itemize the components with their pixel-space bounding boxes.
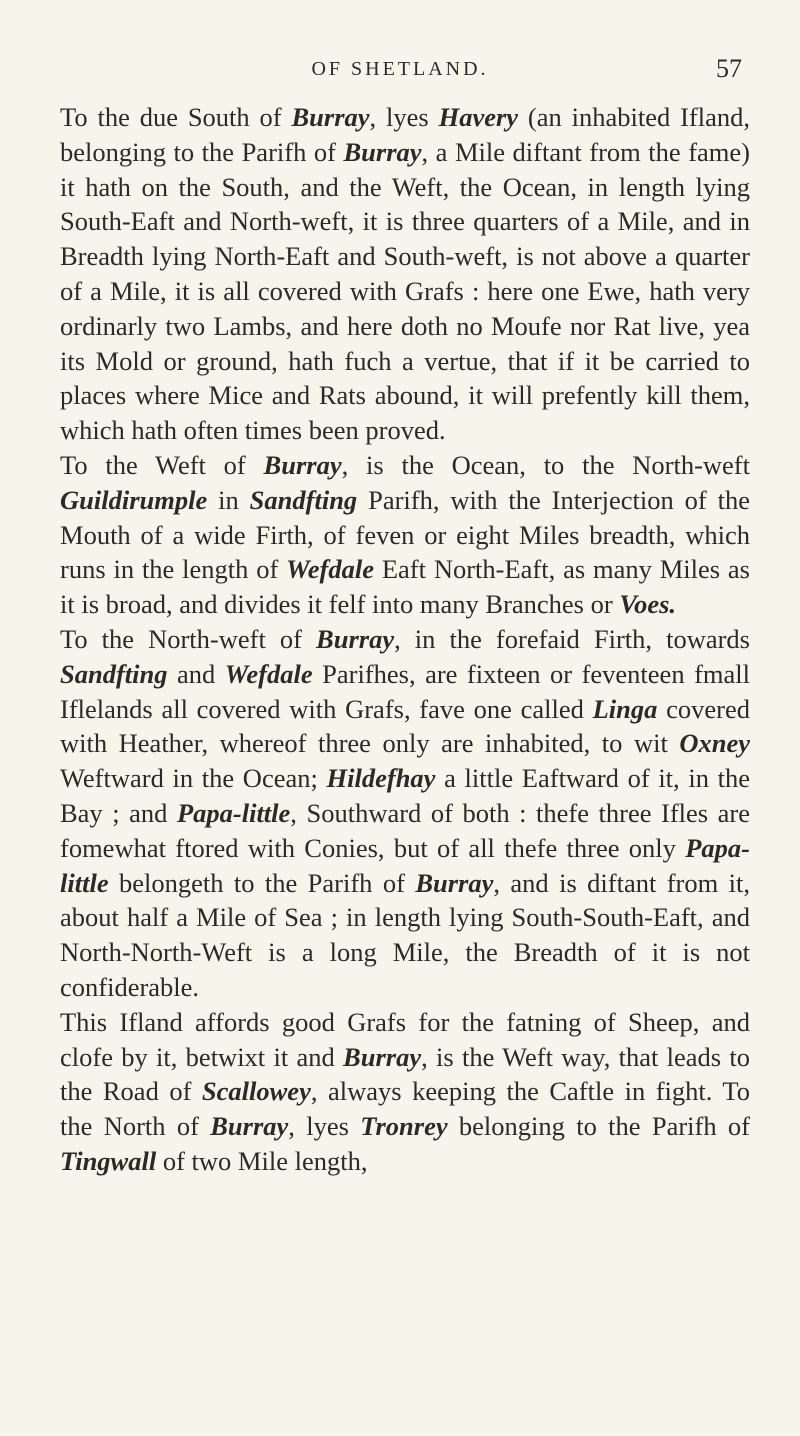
place-name: Voes. [619, 589, 677, 620]
text-run: , and is diftant from it, about half a Mile of Sea ; in length lying South-South-Eaft, and North-North-Weft is a long Mile, the Breadth of it is not confiderable. [60, 867, 750, 1002]
running-title: OF SHETLAND. [311, 58, 489, 80]
text-run: belonging to the Parifh of [447, 1111, 750, 1142]
text-run: , lyes [288, 1111, 361, 1142]
place-name: Burray [316, 623, 395, 654]
text-run: belongeth to the Parifh of [108, 867, 416, 898]
place-name: Papa-little [60, 832, 750, 898]
place-name: Tingwall [60, 1145, 157, 1176]
text-run: , always keeping the Caftle in fight. To the North of [60, 1076, 750, 1142]
place-name: Oxney [679, 728, 750, 759]
text-run: , in the forefaid Firth, towards [394, 623, 750, 654]
place-name: Burray [210, 1111, 289, 1142]
text-run: and [167, 658, 225, 689]
place-name: Sandfting [60, 658, 168, 689]
place-name: Burray [263, 449, 342, 480]
text-run: , Southward of both : thefe three Ifles are fomewhat ftored with Conies, but of all thefe three only [60, 797, 751, 863]
place-name: Wefdale [224, 658, 313, 689]
place-name: Sandfting [249, 484, 358, 515]
paragraph [60, 100, 750, 448]
text-run: To the North-weft of [60, 623, 317, 654]
text-run: covered with Heather, whereof three only are inhabited, to wit [60, 693, 750, 759]
text-run: , a Mile diftant from the fame) it hath on the South, and the Weft, the Ocean, in length lying South-Eaft and North-weft, it is three quarters of a Mile, and in Breadth lying North-Eaft and South-weft, is not above a quarter of a Mile, it is all covered with Grafs : here one Ewe, hath very ordinarly two Lambs, and here doth no Moufe nor Rat live, yea its Mold or ground, hath fuch a vertue, that if it be carried to places where Mice and Rats abound, it will prefently kill them, which hath often times been proved. [60, 136, 750, 446]
place-name: Linga [592, 693, 658, 724]
text-run: , lyes [369, 102, 439, 132]
place-name: Papa-little [176, 797, 291, 828]
paragraph [60, 1005, 750, 1179]
place-name: Scallowey [201, 1076, 311, 1107]
text-run: Eaft North-Eaft, as many Miles as it is broad, and divides it felf into many Branches or [60, 554, 750, 620]
text-run: To the Weft of [60, 449, 264, 480]
place-name: Guildirumple [60, 484, 208, 515]
text-run: in [207, 484, 250, 515]
page-number: 57 [716, 54, 742, 83]
text-run: a little Eaftward of it, in the Bay ; and [60, 763, 750, 828]
place-name: Burray [343, 136, 422, 167]
body-text [60, 100, 750, 1179]
place-name: Tronrey [360, 1111, 448, 1142]
paragraph [60, 448, 750, 622]
text-run: of two Mile length, [156, 1145, 368, 1176]
place-name: Hildefhay [326, 763, 436, 794]
place-name: Burray [291, 102, 370, 132]
place-name: Burray [415, 867, 494, 898]
page-header [0, 54, 800, 90]
paragraph [60, 622, 750, 1005]
text-run: This Ifland affords good Grafs for the fatning of Sheep, and clofe by it, betwixt it and [60, 1006, 750, 1072]
place-name: Wefdale [286, 554, 374, 585]
text-run: Parifh, with the Interjection of the Mouth of a wide Firth, of feven or eight Miles breadth, which runs in the length of [60, 484, 750, 585]
text-run: (an inhabited Ifland, belonging to the Parifh of [60, 102, 751, 167]
place-name: Burray [343, 1041, 422, 1072]
text-run: , is the Ocean, to the North-weft [341, 449, 750, 480]
place-name: Havery [438, 102, 519, 132]
text-run: To the due South of [60, 102, 292, 132]
text-run: Weftward in the Ocean; [60, 763, 327, 794]
text-run: , is the Weft way, that leads to the Road of [60, 1041, 751, 1107]
text-run: Parifhes, are fixteen or feventeen fmall Iflelands all covered with Grafs, fave one called [60, 658, 751, 724]
